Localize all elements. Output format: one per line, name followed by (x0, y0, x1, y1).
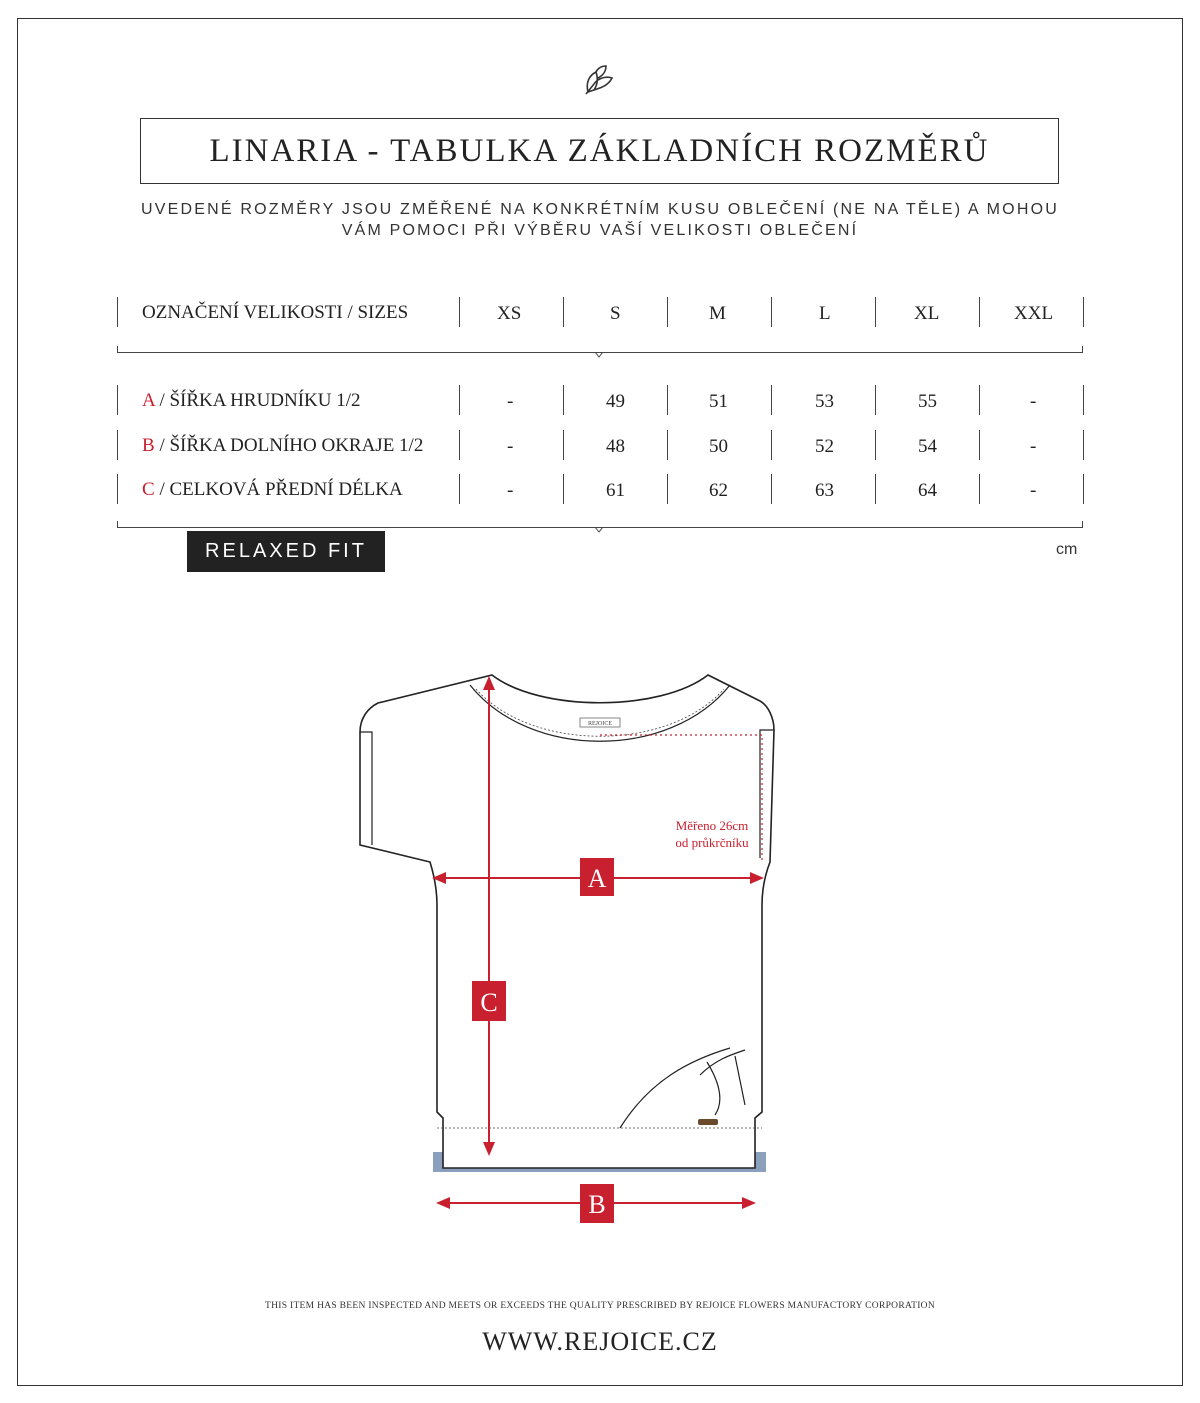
table-divider (117, 430, 118, 460)
table-divider (117, 474, 118, 504)
table-divider (563, 297, 564, 327)
quality-statement: THIS ITEM HAS BEEN INSPECTED AND MEETS OR EXCEEDS THE QUALITY PRESCRIBED BY REJOICE FLOWERS MANUFACTORY CORPORATION (265, 1301, 935, 1311)
row-c-m: 62 (709, 480, 728, 501)
row-a-s: 49 (606, 391, 625, 412)
fit-badge: RELAXED FIT (187, 531, 385, 572)
table-divider (667, 474, 668, 504)
table-divider (979, 474, 980, 504)
rejoice-flower-logo-icon (582, 62, 618, 96)
row-c-l: 63 (815, 480, 834, 501)
table-divider (875, 430, 876, 460)
row-c-s: 61 (606, 480, 625, 501)
table-divider (1083, 297, 1084, 327)
row-a-m: 51 (709, 391, 728, 412)
table-divider (771, 385, 772, 415)
measurement-note-line-1: Měřeno 26cm (675, 818, 749, 833)
label-c: C (480, 988, 498, 1017)
label-a: A (587, 864, 607, 893)
row-a-label (142, 390, 361, 412)
size-l: L (819, 303, 831, 324)
table-divider (459, 430, 460, 460)
neck-label-text: REJOICE (588, 721, 612, 727)
row-b-xxl: - (1030, 436, 1037, 457)
table-divider (1083, 385, 1084, 415)
table-divider (771, 297, 772, 327)
table-divider (563, 430, 564, 460)
subtitle-line-1: UVEDENÉ ROZMĚRY JSOU ZMĚŘENÉ NA KONKRÉTNÍM KUSU OBLEČENÍ (NE NA TĚLE) A MOHOU (141, 201, 1059, 218)
row-a-xs: - (507, 391, 514, 412)
table-divider (563, 385, 564, 415)
table-divider (979, 297, 980, 327)
size-xs: XS (497, 303, 522, 324)
row-a-xl: 55 (918, 391, 937, 412)
row-a-letter: A (142, 390, 155, 411)
row-c-xl: 64 (918, 480, 937, 501)
tshirt-measurement-diagram (340, 660, 800, 1230)
row-c-xs: - (507, 480, 514, 501)
row-c-label (142, 479, 403, 501)
table-divider (459, 474, 460, 504)
row-c-letter: C (142, 479, 155, 500)
size-m: M (709, 303, 726, 324)
unit-label: cm (1056, 541, 1078, 558)
row-b-m: 50 (709, 436, 728, 457)
table-divider (117, 385, 118, 415)
table-divider (979, 385, 980, 415)
row-b-s: 48 (606, 436, 625, 457)
table-divider (667, 297, 668, 327)
rule-notch (595, 527, 603, 533)
table-divider (875, 297, 876, 327)
table-divider (875, 385, 876, 415)
row-b-xl: 54 (918, 436, 937, 457)
row-b-text: / ŠÍŘKA DOLNÍHO OKRAJE 1/2 (154, 435, 424, 456)
table-divider (667, 430, 668, 460)
table-divider (459, 297, 460, 327)
table-divider (459, 385, 460, 415)
table-divider (875, 474, 876, 504)
row-a-l: 53 (815, 391, 834, 412)
row-b-label (142, 435, 423, 457)
row-b-xs: - (507, 436, 514, 457)
row-c-xxl: - (1030, 480, 1037, 501)
table-divider (1083, 430, 1084, 460)
hem-tag (698, 1119, 718, 1125)
row-c-text: / CELKOVÁ PŘEDNÍ DÉLKA (154, 479, 403, 500)
row-a-xxl: - (1030, 391, 1037, 412)
website-link[interactable]: WWW.REJOICE.CZ (482, 1327, 718, 1356)
size-xxl: XXL (1014, 303, 1054, 324)
size-s: S (610, 303, 621, 324)
table-divider (563, 474, 564, 504)
table-divider (117, 297, 118, 327)
row-a-text: / ŠÍŘKA HRUDNÍKU 1/2 (154, 390, 361, 411)
row-b-letter: B (142, 435, 155, 456)
subtitle-line-2: VÁM POMOCI PŘI VÝBĚRU VAŠÍ VELIKOSTI OBLEČENÍ (341, 222, 859, 239)
row-b-l: 52 (815, 436, 834, 457)
page-title: LINARIA - TABULKA ZÁKLADNÍCH ROZMĚRŮ (140, 118, 1059, 184)
table-divider (667, 385, 668, 415)
label-b: B (588, 1190, 606, 1219)
size-xl: XL (914, 303, 940, 324)
subtitle (100, 199, 1100, 241)
size-header-label: OZNAČENÍ VELIKOSTI / SIZES (142, 302, 409, 323)
table-divider (1083, 474, 1084, 504)
table-divider (979, 430, 980, 460)
table-divider (771, 474, 772, 504)
measurement-note-line-2: od průkrčníku (675, 835, 749, 850)
shirt-outline (360, 675, 774, 1168)
rule-notch (595, 352, 603, 358)
table-divider (771, 430, 772, 460)
